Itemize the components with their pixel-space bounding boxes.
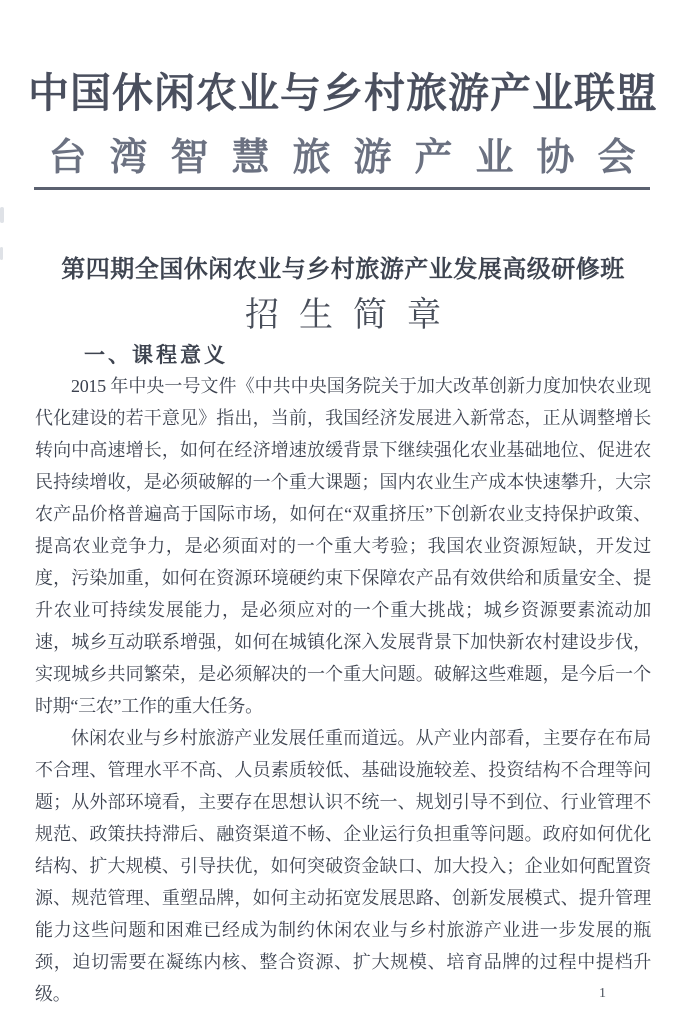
paragraph-1: 2015 年中央一号文件《中共中央国务院关于加大改革创新力度加快农业现代化建设的若干意见》指出，当前，我国经济发展进入新常态，正从调整增长转向中高速增长，如何在经济增速放缓背景下继续强化农业基础地位、促进农民持续增收，是必须破解的一个重大课题；国内农业生产成本快速攀升，大宗农产品价格普遍高于国际市场，如何在“双重挤压”下创新农业支持保护政策、提高农业竞争力，是必须面对的一个重大考验；我国农业资源短缺，开发过度，污染加重，如何在资源环境硬约束下保障农产品有效供给和质量安全、提升农业可持续发展能力，是必须应对的一个重大挑战；城乡资源要素流动加速，城乡互动联系增强，如何在城镇化深入发展背景下加快新农村建设步伐，实现城乡共同繁荣，是必须解决的一个重大问题。破解这些难题，是今后一个时期“三农”工作的重大任务。	[35, 376, 651, 716]
scan-artifact	[0, 207, 4, 223]
doc-subtitle: 招生简章	[245, 296, 461, 334]
doc-subtitle-row	[0, 287, 686, 336]
org-title-line2: 台湾智慧旅游产业协会	[48, 137, 659, 179]
org-title-underline	[34, 126, 659, 190]
scan-artifact	[0, 247, 3, 260]
section-heading-course-significance: 一、课程意义	[84, 343, 228, 367]
org-title-line1: 中国休闲农业与乡村旅游产业联盟	[28, 70, 658, 116]
doc-title: 第四期全国休闲农业与乡村旅游产业发展高级研修班	[61, 256, 625, 283]
body-text	[35, 370, 651, 1010]
paragraph-2: 休闲农业与乡村旅游产业发展任重而道远。从产业内部看，主要存在布局不合理、管理水平不高、人员素质较低、基础设施较差、投资结构不合理等问题；从外部环境看，主要存在思想认识不统一、规划引导不到位、行业管理不规范、政策扶持滞后、融资渠道不畅、企业运行负担重等问题。政府如何优化结构、扩大规模、引导扶优，如何突破资金缺口、加大投入；企业如何配置资源、规范管理、重塑品牌，如何主动拓宽发展思路、创新发展模式、提升管理能力这些问题和困难已经成为制约休闲农业与乡村旅游产业进一步发展的瓶颈，迫切需要在凝练内核、整合资源、扩大规模、培育品牌的过程中提档升级。	[35, 728, 651, 1004]
page-number: 1	[599, 986, 606, 1001]
